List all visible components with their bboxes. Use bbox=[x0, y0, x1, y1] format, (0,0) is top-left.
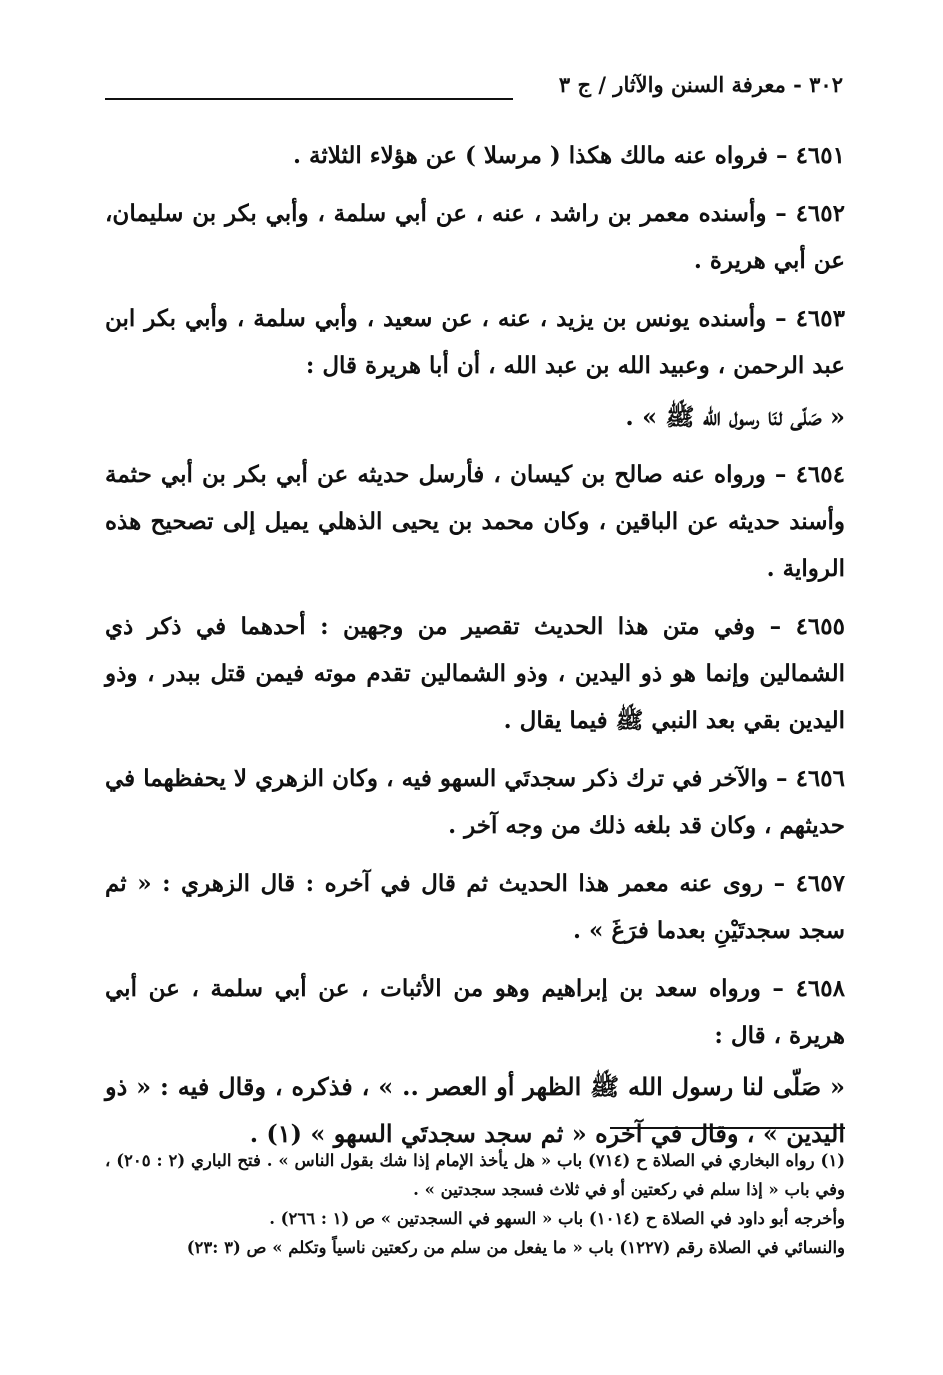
footnote-1-nasai: والنسائي في الصلاة رقم (١٢٢٧) باب « ما يفعل من سلم من ركعتين ناسياً وتكلم » ص (٣ :٢٣) bbox=[186, 1238, 845, 1257]
quote-text: « صَلّى لنَا رسول الله ﷺ » . bbox=[625, 402, 845, 431]
paragraph-4653 bbox=[105, 295, 845, 389]
footnote-1: (١) رواه البخاري في الصلاة ح (٧١٤) باب « هل يأخذ الإمام إذا شك بقول الناس » . فتح الباري (٢ : ٢٠٥) ، وفي باب « إذا سلم في ركعتين أو في ثلاث فسجد سجدتين » . bbox=[105, 1151, 845, 1199]
running-header bbox=[105, 72, 843, 106]
paragraph-text: – فرواه عنه مالك هكذا ( مرسلا ) عن هؤلاء الثلاثة . bbox=[292, 142, 788, 169]
paragraph-number: ٤٦٥٢ bbox=[795, 200, 845, 227]
header-rule bbox=[105, 98, 513, 100]
hadith-quote-2 bbox=[105, 1063, 845, 1157]
paragraph-number: ٤٦٥٤ bbox=[795, 461, 845, 488]
paragraph-4656 bbox=[105, 755, 845, 849]
paragraph-text: – ورواه عنه صالح بن كيسان ، فأرسل حديثه عن أبي بكر بن أبي حثمة وأسند حديثه عن الباقين ، وكان محمد بن يحيى الذهلي يميل إلى تصحيح هذه الرواية . bbox=[105, 461, 845, 582]
paragraph-text: – وأسنده يونس بن يزيد ، عنه ، عن سعيد ، وأبي سلمة ، وأبي بكر ابن عبد الرحمن ، وعبيد الله بن عبد الله ، أن أبا هريرة قال : bbox=[105, 305, 845, 379]
paragraph-text: – وأسنده معمر بن راشد ، عنه ، عن أبي سلمة ، وأبي بكر بن سليمان، عن أبي هريرة . bbox=[105, 200, 845, 274]
paragraph-text: – وفي متن هذا الحديث تقصير من وجهين : أحدهما في ذكر ذي الشمالين وإنما هو ذو اليدين ، وذو الشمالين تقدم موته فيمن قتل ببدر ، وذو اليدين بقي بعد النبي ﷺ فيما يقال . bbox=[105, 613, 845, 734]
main-text bbox=[105, 132, 845, 1168]
footnote-1-abu-dawud: وأخرجه أبو داود في الصلاة ح (١٠١٤) باب « السهو في السجدتين » ص (١ : ٢٦٦) . bbox=[269, 1209, 845, 1228]
hadith-quote bbox=[105, 393, 845, 440]
paragraph-number: ٤٦٥٦ bbox=[795, 765, 845, 792]
paragraph-4655 bbox=[105, 603, 845, 744]
paragraph-4658 bbox=[105, 965, 845, 1059]
footnotes bbox=[105, 1146, 845, 1262]
quote-text: « صَلّى لنا رسول الله ﷺ الظهر أو العصر .. » ، فذكره ، وقال فيه : « ذو اليدين » ، وقال في آخره « ثم سجد سجدتَي السهو » (١) . bbox=[105, 1072, 845, 1148]
footnote-rule bbox=[610, 1127, 845, 1129]
paragraph-4652 bbox=[105, 190, 845, 284]
paragraph-text: – ورواه سعد بن إبراهيم وهو من الأثبات ، عن أبي سلمة ، عن أبي هريرة ، قال : bbox=[105, 975, 845, 1049]
paragraph-number: ٤٦٥٣ bbox=[795, 305, 845, 332]
paragraph-number: ٤٦٥٨ bbox=[795, 975, 845, 1002]
paragraph-number: ٤٦٥٧ bbox=[795, 870, 845, 897]
paragraph-text: – والآخر في ترك ذكر سجدتَي السهو فيه ، وكان الزهري لا يحفظهما في حديثهم ، وكان قد بلغه ذلك من وجه آخر . bbox=[105, 765, 845, 839]
paragraph-4654 bbox=[105, 451, 845, 592]
paragraph-text: – روى عنه معمر هذا الحديث ثم قال في آخره : قال الزهري : « ثم سجد سجدتَيْنِ بعدما فرَغَ » . bbox=[105, 870, 845, 944]
paragraph-number: ٤٦٥٥ bbox=[795, 613, 845, 640]
paragraph-4657 bbox=[105, 860, 845, 954]
paragraph-number: ٤٦٥١ bbox=[795, 142, 845, 169]
running-title: ٣٠٢ - معرفة السنن والآثار / ج ٣ bbox=[558, 72, 843, 97]
paragraph-4651 bbox=[105, 132, 845, 179]
